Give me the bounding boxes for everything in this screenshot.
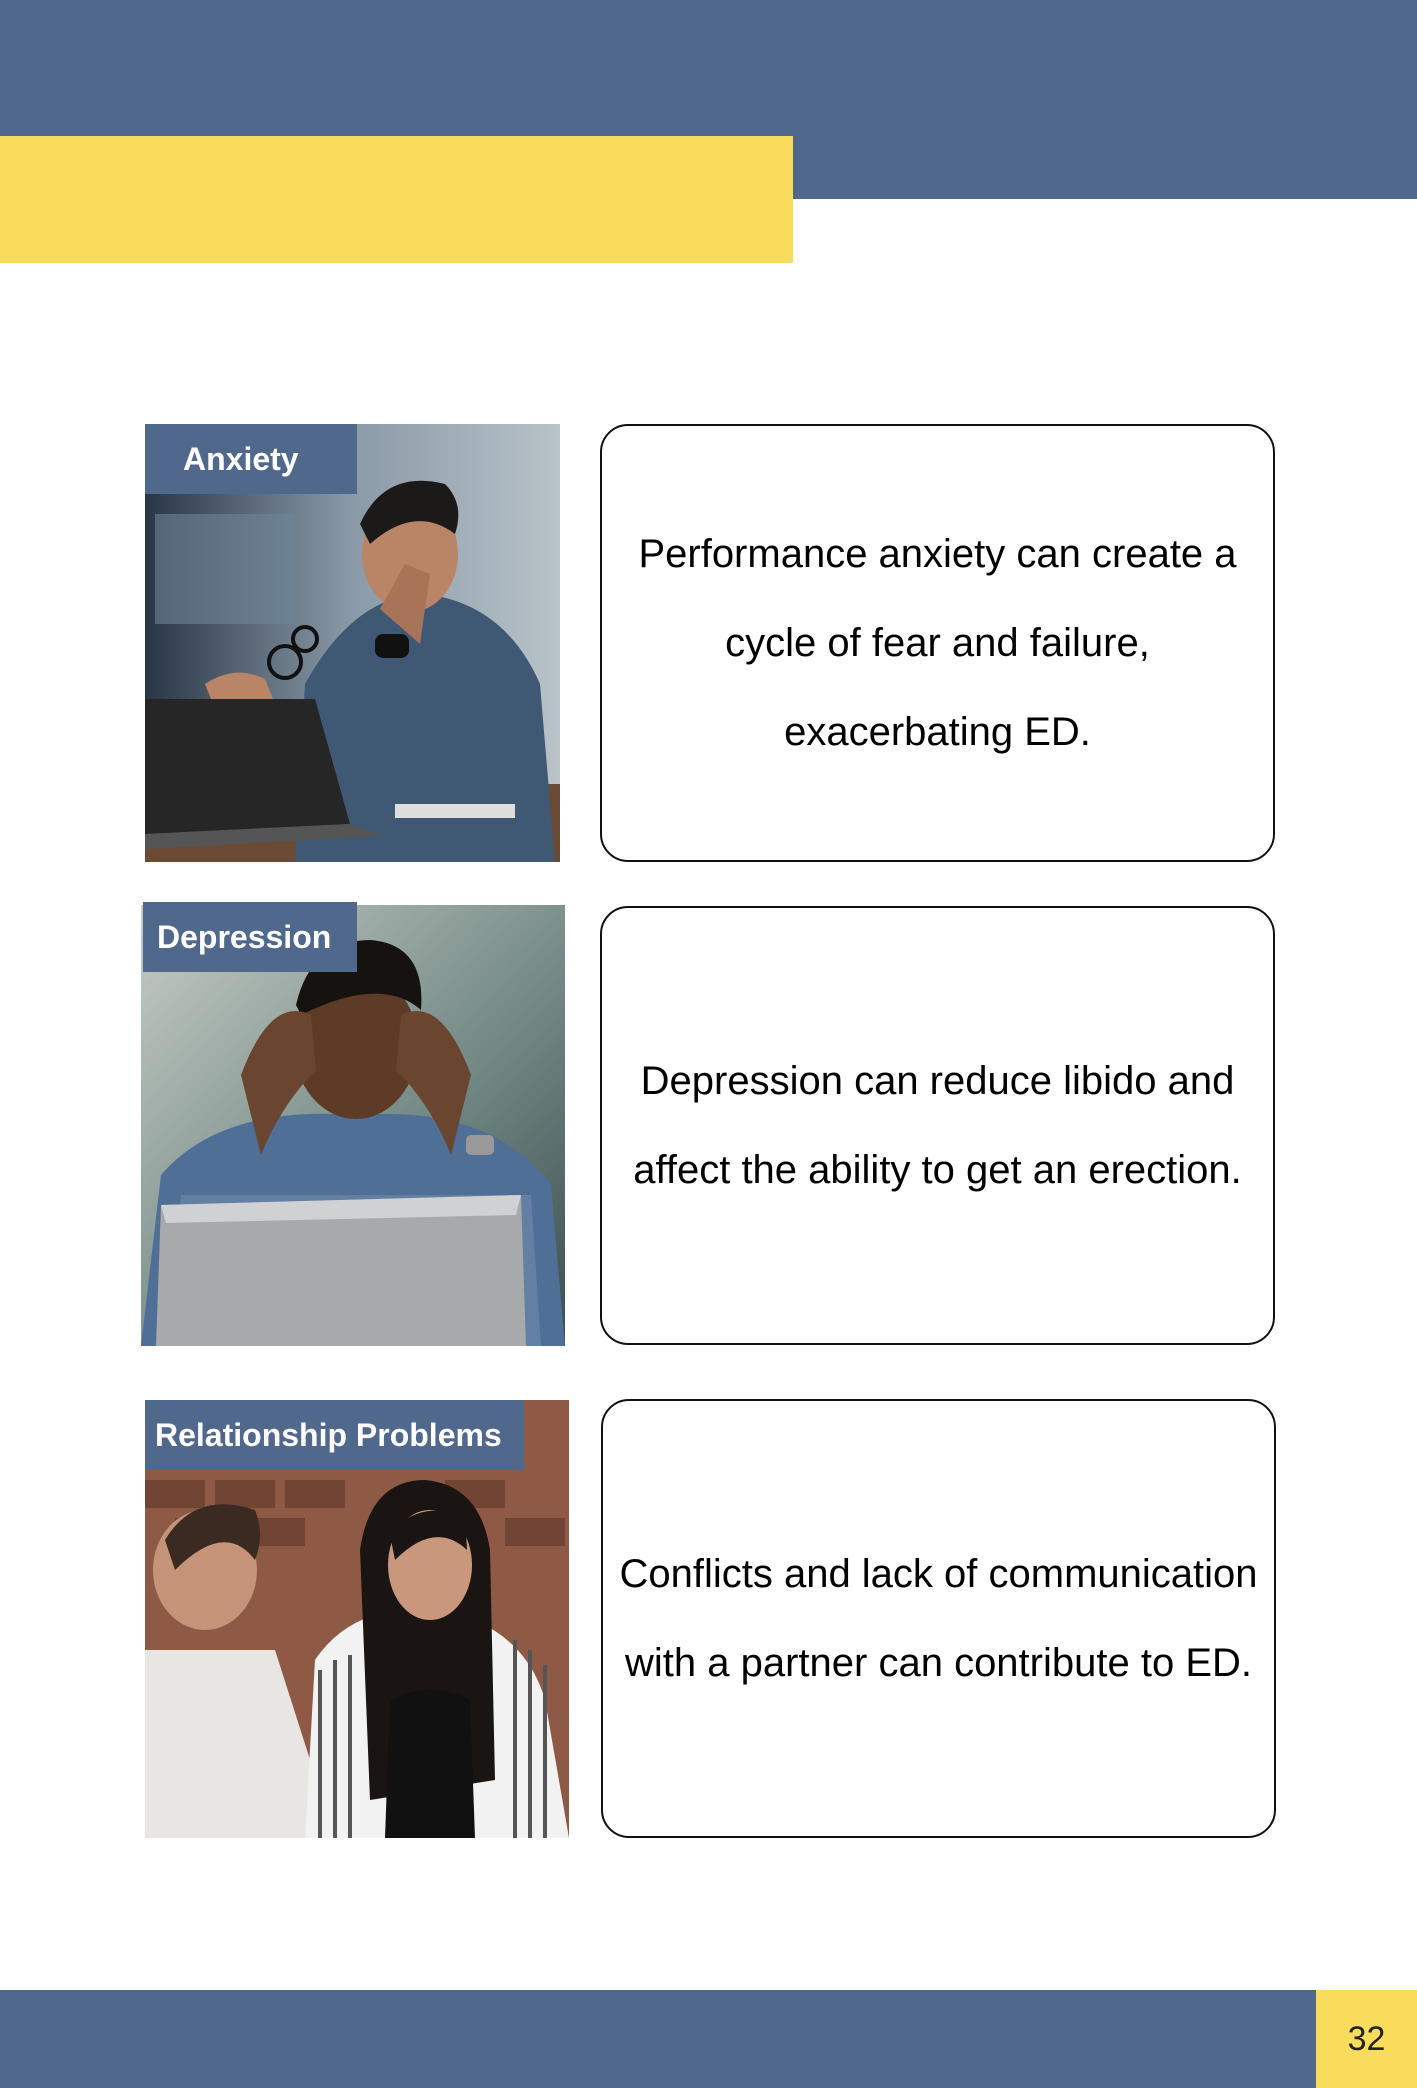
relationship-description: Conflicts and lack of communication with a partner can contribute to ED.	[601, 1399, 1276, 1838]
depression-description: Depression can reduce libido and affect the ability to get an erection.	[600, 906, 1275, 1345]
footer-band	[0, 1990, 1316, 2088]
header-accent-band	[0, 136, 793, 263]
depression-label: Depression	[143, 902, 357, 972]
header-gap	[793, 199, 1417, 263]
relationship-label: Relationship Problems	[145, 1400, 524, 1470]
anxiety-description: Performance anxiety can create a cycle of fear and failure, exacerbating ED.	[600, 424, 1275, 862]
page-number: 32	[1316, 1990, 1417, 2088]
anxiety-label: Anxiety	[145, 424, 357, 494]
